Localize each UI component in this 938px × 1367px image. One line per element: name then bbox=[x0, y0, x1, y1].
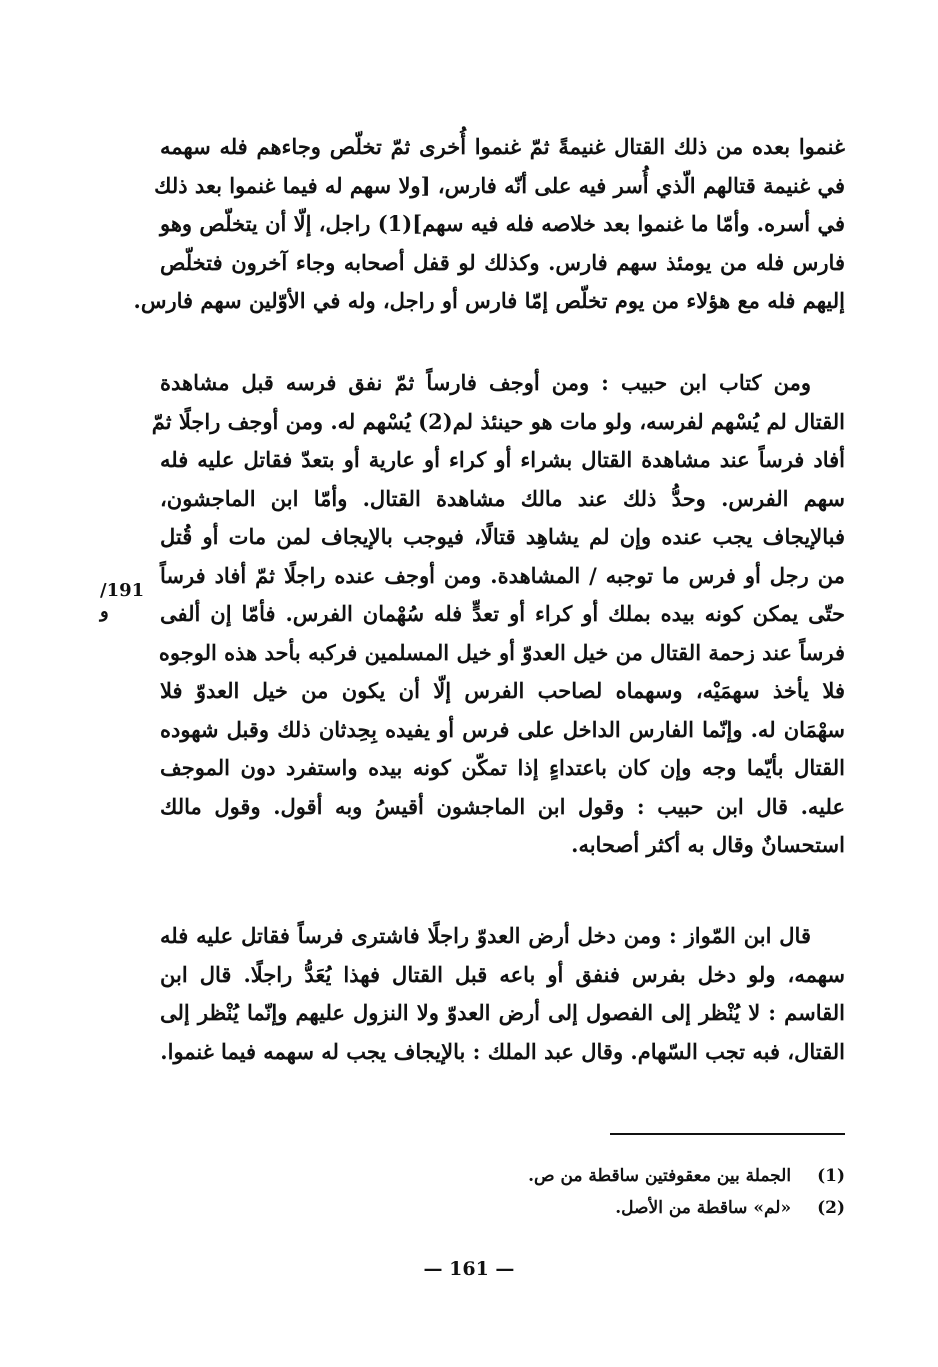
paragraph-2 bbox=[151, 364, 845, 865]
text-line: في غنيمة قتالهم الّذي أُسر فيه على أنّه فارس، [ولا سهم له فيما غنموا بعد ذلك bbox=[154, 172, 845, 198]
footnote-number: (2) bbox=[817, 1198, 845, 1218]
text-line: فلا يأخذ سهمَيْه، وسهماه لصاحب الفرس إلّا أن يكون من خيل العدوّ فلا bbox=[160, 678, 845, 703]
text-line: سهم الفرس. وحدُّ ذلك عند مالك مشاهدة القتال. وأمّا ابن الماجشون، bbox=[160, 485, 845, 511]
text-line: غنموا بعده من ذلك القتال غنيمةً ثمّ غنموا أُخرى ثمّ تخلّص وجاءهم فله سهمه bbox=[160, 134, 845, 159]
text-line: القاسم : لا يُنْظر إلى الفصول إلى أرض العدوّ ولا النزول عليهم وإنّما يُنْظر إلى bbox=[160, 1000, 845, 1025]
paragraph-3 bbox=[160, 917, 845, 1071]
text-line: حتّى يمكن كونه بيده بملك أو كراء أو تعدٍّ فله سُهْمان الفرس. فأمّا إن ألفى bbox=[160, 601, 845, 626]
text-line: استحسانٌ وقال به أكثر أصحابه. bbox=[571, 832, 845, 857]
footnote-text: الجملة بين معقوفتين ساقطة من ص. bbox=[528, 1166, 792, 1186]
text-line: القتال لم يُسْهم لفرسه، ولو مات هو حينئذ لم(2) يُسْهم له. ومن أوجف راجلًا ثمّ bbox=[151, 408, 845, 434]
text-line: القتال، فبه تجب السّهام. وقال عبد الملك : بالإيجاف يجب له سهمه فيما غنموا. bbox=[160, 1038, 845, 1064]
text-line: قال ابن المّواز : ومن دخل أرض العدوّ راجلًا فاشترى فرساً فقاتل عليه فله bbox=[160, 923, 811, 948]
text-line: فارس فله من يومئذ سهم فارس. وكذلك لو قفل أصحابه وجاء آخرون فتخلّص bbox=[160, 249, 845, 275]
footnotes bbox=[400, 1160, 845, 1224]
text-line: سهمه، ولو دخل بفرس فنفق أو باعه قبل القتال فهذا يُعَدُّ راجلًا. قال ابن bbox=[160, 961, 845, 987]
text-line: القتال بأيّما وجه وإن كان باعتداءٍ إذا تمكّن كونه بيده واستفرد دون الموجف bbox=[160, 755, 845, 780]
page-number: — 161 — bbox=[423, 1258, 515, 1280]
footnote-text: «لم» ساقطة من الأصل. bbox=[615, 1198, 792, 1218]
footnote-divider bbox=[610, 1133, 845, 1135]
footnote-1 bbox=[400, 1160, 845, 1192]
manuscript-folio-note: 191/و bbox=[100, 580, 145, 622]
text-line: أفاد فرساً عند مشاهدة القتال بشراء أو كراء أو عارية أو بتعدّ فقاتل عليه فله bbox=[160, 447, 845, 472]
text-line: فرساً عند زحمة القتال من خيل العدوّ أو خيل المسلمين فركبه بأحد هذه الوجوه bbox=[158, 639, 845, 665]
text-line: ومن كتاب ابن حبيب : ومن أوجف فارساً ثمّ نفق فرسه قبل مشاهدة bbox=[160, 370, 811, 395]
text-line: عليه. قال ابن حبيب : وقول ابن الماجشون أقيسُ وبه أقول. وقول مالك bbox=[160, 793, 845, 819]
text-line: سهْمَان له. وإنّما الفارس الداخل على فرس أو يفيده بِحِدثان ذلك وقبل شهوده bbox=[160, 716, 845, 742]
footnote-number: (1) bbox=[817, 1166, 845, 1186]
footnote-2 bbox=[400, 1192, 845, 1224]
text-line: فبالإيجاف يجب عنده وإن لم يشاهِد قتالًا، فيوجب بالإيجاف لمن مات أو قُتل bbox=[160, 524, 845, 549]
text-line: من رجل أو فرس ما توجبه / المشاهدة. ومن أوجف عنده راجلًا ثمّ أفاد فرساً bbox=[160, 562, 845, 588]
paragraph-1 bbox=[133, 128, 845, 321]
text-line: إليهم فله مع هؤلاء من يوم تخلّص إمّا فارس أو راجل، وله في الأوّلين سهم فارس. bbox=[133, 288, 845, 313]
text-line: في أسره. وأمّا ما غنموا بعد خلاصه فله فيه سهم](1) راجل، إلّا أن يتخلّص وهو bbox=[159, 211, 845, 236]
